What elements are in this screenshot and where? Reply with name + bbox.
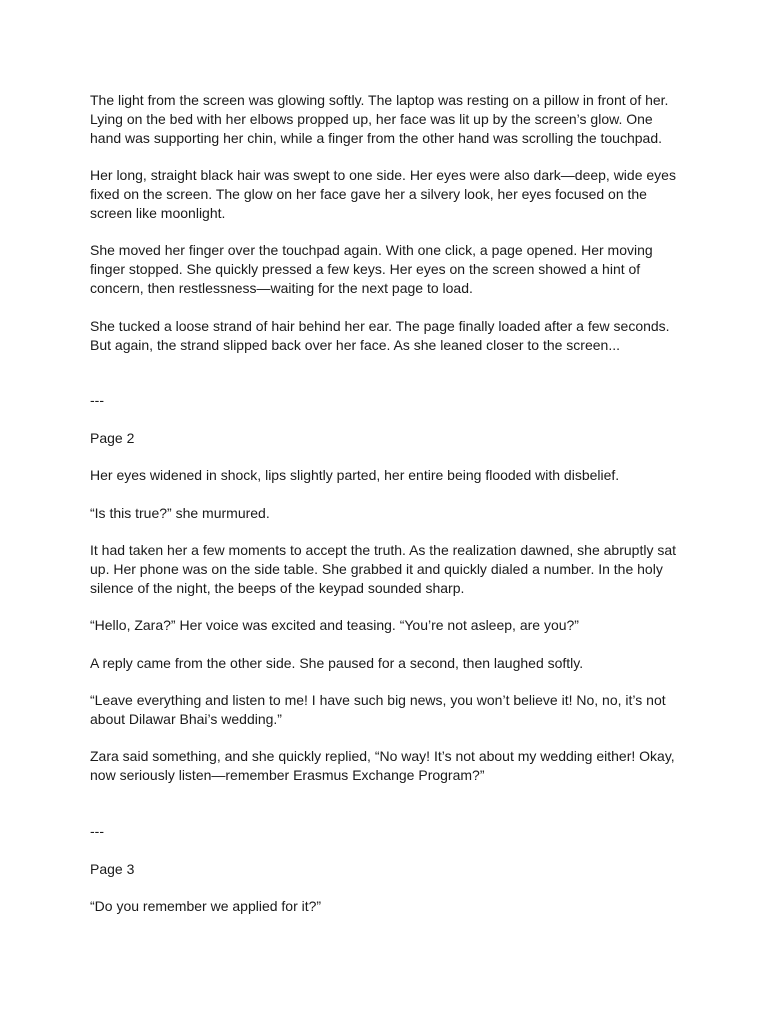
section-separator: --- (90, 823, 104, 840)
paragraph: The light from the screen was glowing softly. The laptop was resting on a pillow in front of her. Lying on the bed with her elbows propped up, her face was lit up by the screen’s glow. One hand was supporting her chin, while a finger from the other hand was scrolling the touchpad. (90, 92, 669, 146)
page-heading: Page 2 (90, 429, 135, 446)
paragraph: A reply came from the other side. She paused for a second, then laughed softly. (90, 654, 584, 671)
paragraph: It had taken her a few moments to accept the truth. As the realization dawned, she abruptly sat up. Her phone was on the side table. She grabbed it and quickly dialed a number. In the holy silence of the night, the beeps of the keypad sounded sharp. (90, 542, 677, 596)
paragraph: Zara said something, and she quickly replied, “No way! It’s not about my wedding either! Okay, now seriously listen—remember Erasmus Exchange Program?” (90, 748, 675, 784)
paragraph: “Leave everything and listen to me! I have such big news, you won’t believe it! No, no, it’s not about Dilawar Bhai’s wedding.” (90, 692, 666, 728)
paragraph: “Hello, Zara?” Her voice was excited and teasing. “You’re not asleep, are you?” (90, 617, 579, 634)
paragraph: Her eyes widened in shock, lips slightly parted, her entire being flooded with disbelief. (90, 467, 620, 484)
paragraph: She moved her finger over the touchpad again. With one click, a page opened. Her moving finger stopped. She quickly pressed a few keys. Her eyes on the screen showed a hint of concern, then restlessness—waiting for the next page to load. (90, 242, 653, 297)
section-separator: --- (90, 392, 104, 409)
paragraph: “Do you remember we applied for it?” (90, 898, 322, 915)
document-page (90, 91, 680, 934)
paragraph: “Is this true?” she murmured. (90, 504, 270, 521)
page-heading: Page 3 (90, 860, 135, 877)
paragraph: She tucked a loose strand of hair behind her ear. The page finally loaded after a few seconds. But again, the strand slipped back over her face. As she leaned closer to the screen... (90, 317, 670, 353)
paragraph: Her long, straight black hair was swept to one side. Her eyes were also dark—deep, wide eyes fixed on the screen. The glow on her face gave her a silvery look, her eyes focused on the screen like moonlight. (90, 167, 676, 222)
